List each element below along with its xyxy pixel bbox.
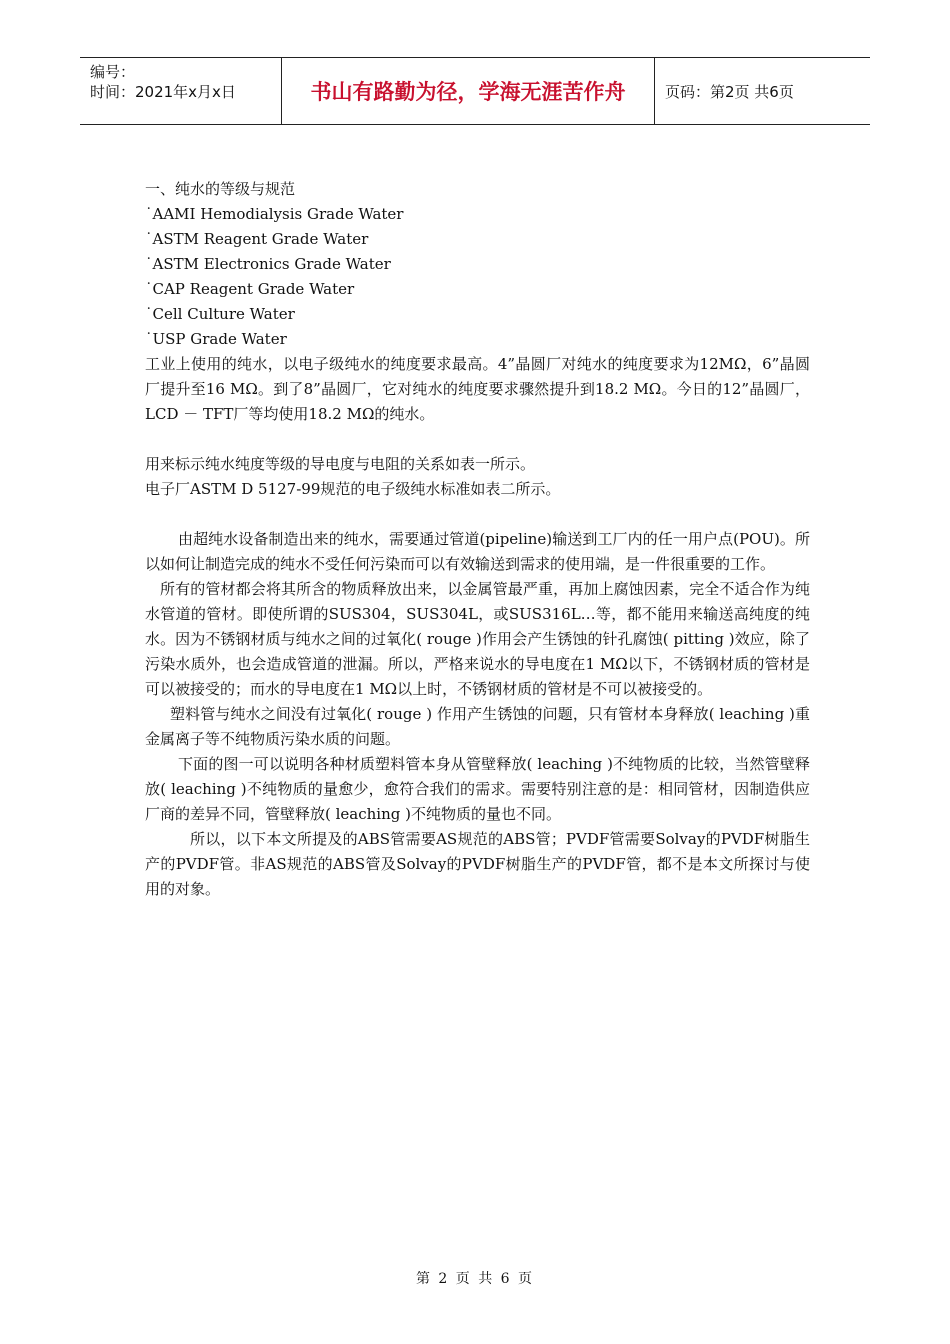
grade-list-item: ˙USP Grade Water [145, 330, 287, 348]
document-number-label: 编号： [90, 63, 136, 81]
paragraph-figure-ref: 下面的图一可以说明各种材质塑料管本身从管壁释放( leaching )不纯物质的比较，当然管壁释放( leaching )不纯物质的量愈少，愈符合我们的需求。需要特别注意的是：相同管材，因制造供应厂商的差异不同，管壁释放( leaching )不纯物质的量也不同。 [145, 755, 810, 823]
paragraph-industry-purity: 工业上使用的纯水，以电子级纯水的纯度要求最高。4”晶圆厂对纯水的纯度要求为12MΩ，6”晶圆厂提升至16 MΩ。到了8”晶圆厂，它对纯水的纯度要求骤然提升到18.2 MΩ。今日的12”晶圆厂，LCD － TFT厂等均使用18.2 MΩ的纯水。 [145, 355, 810, 423]
blank-line [145, 427, 810, 452]
paragraph-plastic-pipes: 塑料管与纯水之间没有过氧化( rouge ) 作用产生锈蚀的问题，只有管材本身释放( leaching )重金属离子等不纯物质污染水质的问题。 [145, 705, 810, 748]
header-meta [80, 58, 282, 124]
grade-list-item: ˙AAMI Hemodialysis Grade Water [145, 205, 404, 223]
section-heading: 一、纯水的等级与规范 [145, 180, 296, 198]
header-motto: 书山有路勤为径，学海无涯苦作舟 [282, 58, 655, 124]
paragraph-table1-ref: 用来标示纯水纯度等级的导电度与电阻的关系如表一所示。 [145, 455, 536, 473]
grade-list-item: ˙ASTM Electronics Grade Water [145, 255, 391, 273]
paragraph-pipeline: 由超纯水设备制造出来的纯水，需要通过管道(pipeline)输送到工厂内的任一用户点(POU)。所以如何让制造完成的纯水不受任何污染而可以有效输送到需求的使用端，是一件很重要的工作。 [145, 530, 810, 573]
document-body [145, 177, 810, 902]
grade-list-item: ˙CAP Reagent Grade Water [145, 280, 355, 298]
blank-line [145, 502, 810, 527]
grade-list-item: ˙Cell Culture Water [145, 305, 295, 323]
grade-list-item: ˙ASTM Reagent Grade Water [145, 230, 369, 248]
paragraph-table2-ref: 电子厂ASTM D 5127-99规范的电子级纯水标准如表二所示。 [145, 480, 561, 498]
page-footer: 第 2 页 共 6 页 [415, 1271, 535, 1287]
paragraph-scope: 所以，以下本文所提及的ABS管需要AS规范的ABS管；PVDF管需要Solvay的PVDF树脂生产的PVDF管。非AS规范的ABS管及Solvay的PVDF树脂生产的PVDF管，都不是本文所探讨与使用的对象。 [145, 830, 810, 898]
page-header [80, 57, 870, 125]
document-time-label: 时间：2021年x月x日 [90, 83, 236, 101]
header-page-info: 页码：第2页 共6页 [665, 82, 794, 101]
paragraph-metal-pipes: 所有的管材都会将其所含的物质释放出来，以金属管最严重，再加上腐蚀因素，完全不适合作为纯水管道的管材。即使所谓的SUS304，SUS304L，或SUS316L…等，都不能用来输送高纯度的纯水。因为不锈钢材质与纯水之间的过氧化( rouge )作用会产生锈蚀的针孔腐蚀( pitting )效应，除了污染水质外，也会造成管道的泄漏。所以，严格来说水的导电度在1 MΩ以下，不锈钢材质的管材是可以被接受的；而水的导电度在1 MΩ以上时，不锈钢材质的管材是不可以被接受的。 [145, 580, 810, 698]
